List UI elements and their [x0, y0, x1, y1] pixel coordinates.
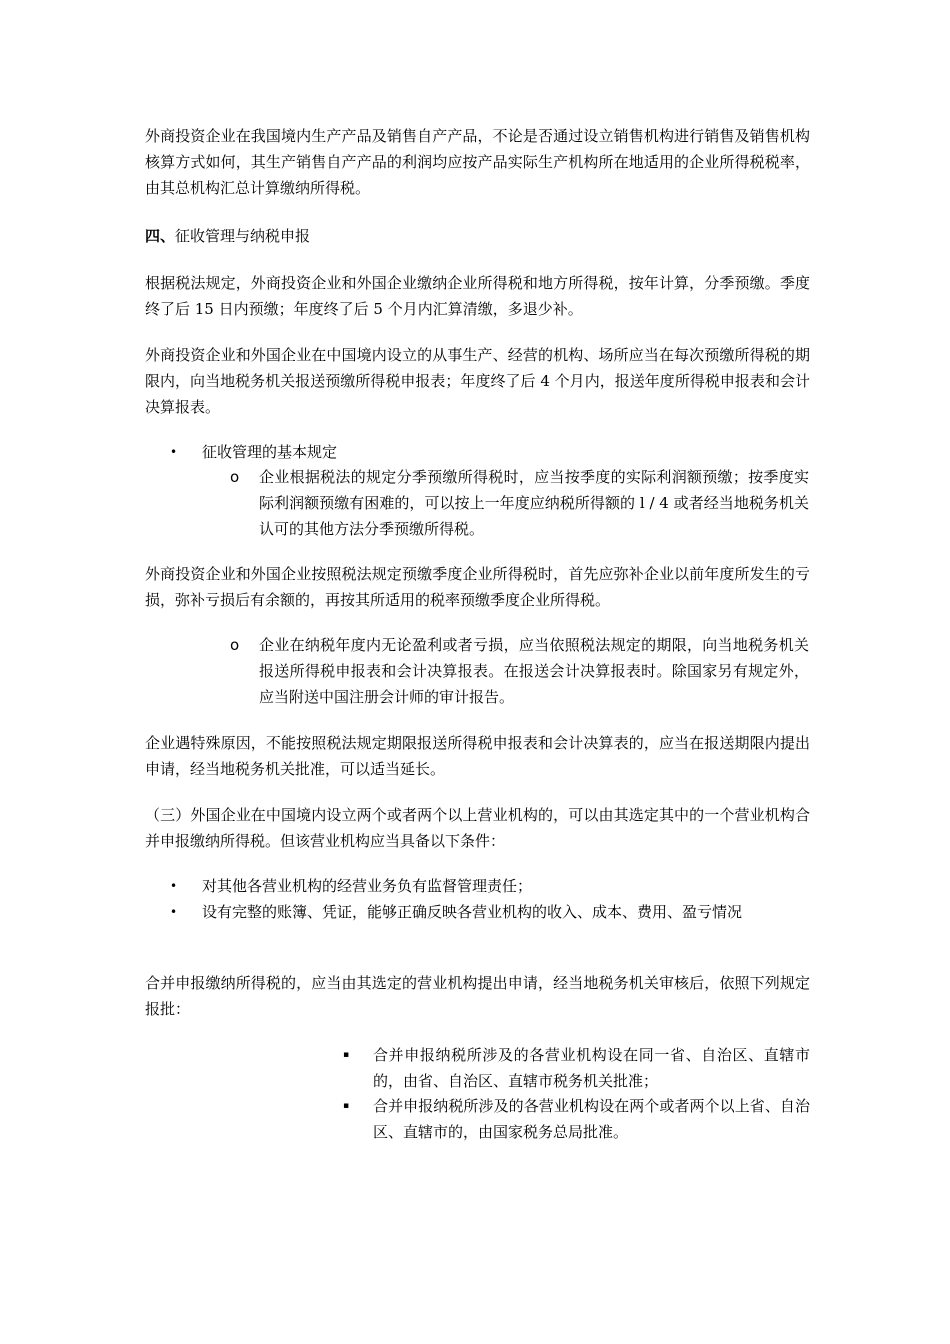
- section-number: 四、: [145, 227, 176, 245]
- bullet-circle-icon: o: [230, 636, 240, 654]
- paragraph-approval-procedure: 合并申报缴纳所得税的，应当由其选定的营业机构提出申请，经当地税务机关审核后，依照下列规定报批：: [145, 974, 810, 1018]
- paragraph-loss-offset: 外商投资企业和外国企业按照税法规定预缴季度企业所得税时，首先应弥补企业以前年度所发生的亏损，弥补亏损后有余额的，再按其所适用的税率预缴季度企业所得税。: [145, 565, 810, 609]
- section-title: 征收管理与纳税申报: [175, 227, 311, 245]
- list-item-text: 合并申报纳税所涉及的各营业机构设在两个或者两个以上省、自治区、直辖市的，由国家税务总局批准。: [373, 1097, 810, 1141]
- bullet-disc-icon: •: [170, 905, 178, 919]
- bullet-circle-icon: o: [230, 468, 240, 486]
- bullet-disc-icon: •: [170, 879, 178, 893]
- bullet-square-icon: ▪: [343, 1050, 350, 1060]
- list-item-text: 对其他各营业机构的经营业务负有监督管理责任；: [202, 877, 533, 895]
- section-heading: [145, 223, 310, 249]
- bullet-disc-icon: •: [170, 445, 178, 459]
- paragraph-profit-location: 外商投资企业在我国境内生产产品及销售自产产品，不论是否通过设立销售机构进行销售及销售机构核算方式如何，其生产销售自产产品的利润均应按产品实际生产机构所在地适用的企业所得税税率，由其总机构汇总计算缴纳所得税。: [145, 127, 810, 197]
- paragraph-tax-schedule: 根据税法规定，外商投资企业和外国企业缴纳企业所得税和地方所得税，按年计算，分季预缴。季度终了后 15 日内预缴；年度终了后 5 个月内汇算清缴，多退少补。: [145, 274, 810, 318]
- paragraph-prepayment-report: 外商投资企业和外国企业在中国境内设立的从事生产、经营的机构、场所应当在每次预缴所得税的期限内，向当地税务机关报送预缴所得税申报表；年度终了后 4 个月内，报送年度所得税申报表和会计决算报表。: [145, 346, 810, 416]
- list-item-text: 设有完整的账簿、凭证，能够正确反映各营业机构的收入、成本、费用、盈亏情况: [202, 903, 743, 921]
- list-item-text: 合并申报纳税所涉及的各营业机构设在同一省、自治区、直辖市的，由省、自治区、直辖市税务机关批准；: [373, 1046, 810, 1090]
- bullet-square-icon: ▪: [343, 1101, 350, 1111]
- list-item-text: 征收管理的基本规定: [202, 443, 338, 461]
- paragraph-extension: 企业遇特殊原因，不能按照税法规定期限报送所得税申报表和会计决算表的，应当在报送期限内提出申请，经当地税务机关批准，可以适当延长。: [145, 734, 810, 778]
- list-item-text: 企业根据税法的规定分季预缴所得税时，应当按季度的实际利润额预缴；按季度实际利润额预缴有困难的，可以按上一年度应纳税所得额的 l / 4 或者经当地税务机关认可的其他方法分季预缴所得税。: [259, 468, 809, 538]
- paragraph-consolidated-filing: （三）外国企业在中国境内设立两个或者两个以上营业机构的，可以由其选定其中的一个营业机构合并申报缴纳所得税。但该营业机构应当具备以下条件：: [145, 806, 810, 850]
- list-item-text: 企业在纳税年度内无论盈利或者亏损，应当依照税法规定的期限，向当地税务机关报送所得税申报表和会计决算报表。在报送会计决算报表时。除国家另有规定外，应当附送中国注册会计师的审计报告。: [259, 636, 809, 706]
